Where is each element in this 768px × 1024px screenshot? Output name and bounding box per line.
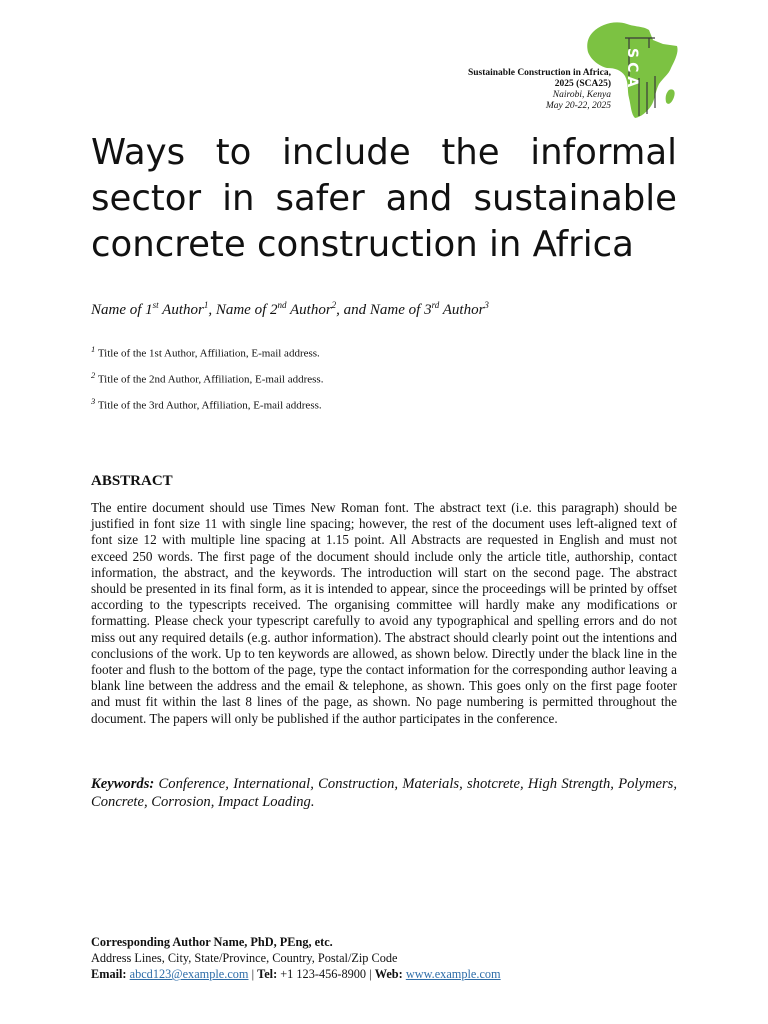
abstract-heading: ABSTRACT	[91, 473, 173, 489]
conference-edition: 2025 (SCA25)	[554, 79, 611, 89]
keywords-list: Conference, International, Construction, Materials, shotcrete, High Strength, Polymers, Concrete, Corrosion, Impact Loading.	[91, 776, 677, 810]
tel-label: Tel:	[257, 967, 278, 981]
conference-dates: May 20-22, 2025	[545, 101, 611, 111]
contact-line	[91, 966, 501, 982]
madagascar-shape	[666, 89, 675, 103]
conference-name: Sustainable Construction in Africa,	[467, 68, 611, 78]
abstract-body: The entire document should use Times New Roman font. The abstract text (i.e. this paragraph) should be justified in font size 11 with single line spacing; however, the rest of the document uses left-aligned text of font size 12 with multiple line spacing at 1.15 point. All Abstracts are requested in English and must not exceed 250 words. The first page of the document should include only the article title, authorship, contact information, the abstract, and the keywords. The introduction will start on the second page. The abstract should be presented in its final form, as it is intended to appear, since the proceedings will be printed by offset according to the typescripts received. The organising committee will hardly make any modifications or formatting. Please check your typescript carefully to avoid any typographical and spelling errors and do not miss out any required details (e.g. author information). The abstract should clearly point out the intentions and conclusions of the work. Up to ten keywords are allowed, as shown below. Directly under the black line in the footer and flush to the bottom of the page, type the contact information for the corresponding author leaving a blank line between the address and the email & telephone, as shown. This goes only on the first page footer and must fit within the last 8 lines of the page, as shown. No page numbering is permitted throughout the document. The papers will only be published if the author participates in the conference.	[91, 500, 677, 726]
paper-title: Ways to include the informal sector in safer and sustainable concrete construction in Africa	[91, 132, 677, 265]
affiliation-1: $^1$ Title of the 1st Author, Affiliation, E-mail address.	[91, 344, 320, 360]
sca-africa-logo-icon	[585, 18, 680, 120]
author-3: Name of 3rd Author$^3$	[369, 300, 489, 318]
separator: |	[251, 967, 255, 981]
web-label: Web:	[374, 967, 403, 981]
affiliation-3: $^3$ Title of the 3rd Author, Affiliation, E-mail address.	[91, 396, 322, 412]
author-2: Name of 2nd Author$^2$	[215, 300, 337, 318]
affiliation-2: $^2$ Title of the 2nd Author, Affiliation, E-mail address.	[91, 370, 324, 386]
corresponding-author-address: Address Lines, City, State/Province, Country, Postal/Zip Code	[91, 951, 398, 965]
keywords	[91, 775, 677, 811]
author-1: Name of 1st Author$^1$	[91, 300, 209, 318]
email-link[interactable]: abcd123@example.com	[129, 967, 249, 981]
corresponding-author-name: Corresponding Author Name, PhD, PEng, etc.	[91, 935, 333, 949]
keywords-label: Keywords:	[91, 776, 155, 792]
tel-value: +1 123-456-8900	[280, 967, 367, 981]
corresponding-author-footer	[91, 934, 501, 982]
separator: |	[369, 967, 372, 981]
logo-letters: SCA	[624, 48, 640, 92]
conference-location: Nairobi, Kenya	[552, 90, 611, 100]
email-label: Email:	[91, 967, 127, 981]
web-link[interactable]: www.example.com	[405, 967, 501, 981]
author-line: Name of 1st Author$^1$, Name of 2nd Author$^2$, and Name of 3rd Author$^3$	[91, 300, 489, 318]
